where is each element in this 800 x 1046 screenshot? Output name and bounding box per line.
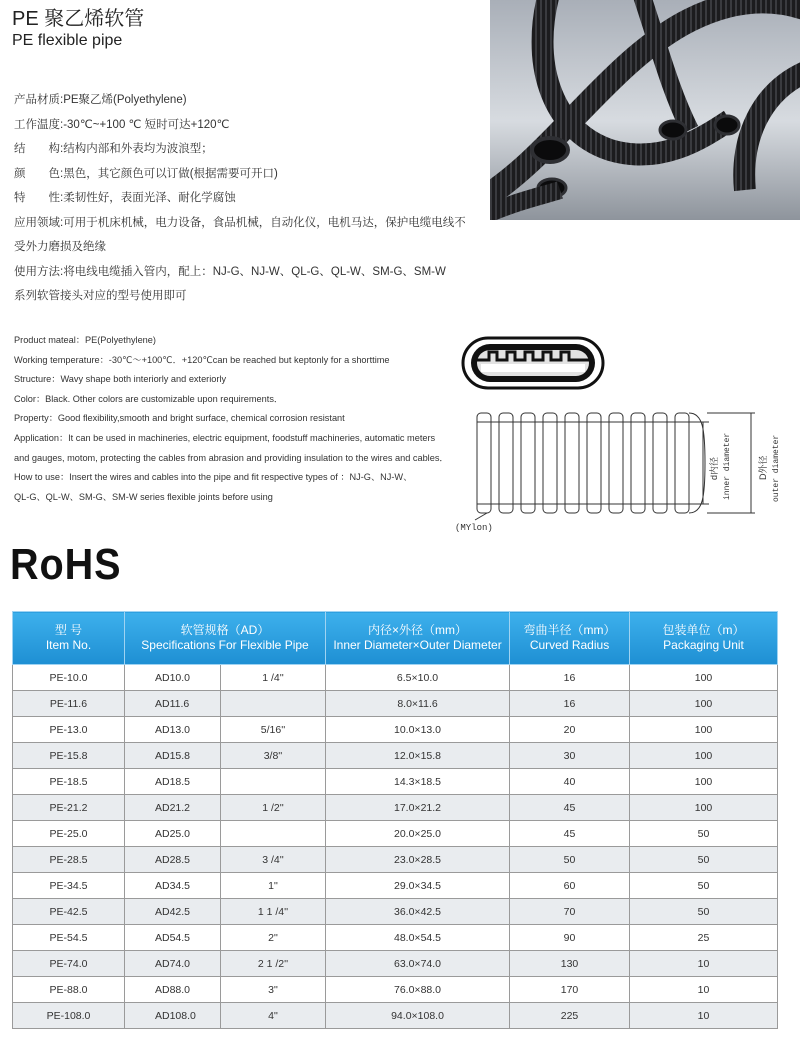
table-row: PE-10.0 AD10.0 1 /4'' 6.5×10.0 16 100 [13, 665, 778, 691]
col-header-item: 型 号 Item No. [13, 612, 125, 665]
spec-material-cn: 产品材质:PE聚乙烯(Polyethylene) [14, 94, 187, 106]
spec-property-en: Property：Good flexibility,smooth and bright surface, chemical corrosion resistant [14, 413, 345, 424]
table-row: PE-21.2 AD21.2 1 /2'' 17.0×21.2 45 100 [13, 795, 778, 821]
table-header-row [13, 612, 778, 665]
spec-application-cn: 应用领域:可用于机床机械，电力设备，食品机械，自动化仪，电机马达，保护电缆电线不 [14, 216, 466, 229]
spec-application-en: Application：It can be used in machineries, electric equipment, foodstuff machineries, automatic meters [14, 432, 436, 443]
product-photo [490, 0, 800, 220]
col-header-radius: 弯曲半径（mm） Curved Radius [510, 612, 630, 665]
spec-temperature-cn: 工作温度:-30℃~+100 ℃ 短时可达+120℃ [14, 118, 230, 131]
cross-section [463, 338, 603, 388]
rohs-label: RoHS [10, 540, 122, 589]
table-row: PE-25.0 AD25.0 20.0×25.0 45 50 [13, 821, 778, 847]
spec-usage-en: How to use：Insert the wires and cables into the pipe and fit respective types of ：NJ-G、NJ-W、 [14, 472, 413, 483]
outer-diameter-label-en: outer diameter [772, 434, 781, 502]
spec-usage-cn-cont: 系列软管接头对应的型号使用即可 [14, 290, 187, 302]
spec-temperature-en: Working temperature：-30℃～+100℃．+120℃can be reached but keptonly for a shorttime [14, 354, 390, 365]
table-row: PE-54.5 AD54.5 2'' 48.0×54.5 90 25 [13, 925, 778, 951]
spec-application-en-cont: and gauges, motom, protecting the cables from abrasion and providing insulation to the wires and cables． [14, 452, 449, 463]
page-title-en: PE flexible pipe [12, 32, 123, 49]
col-header-packaging: 包装单位（m） Packaging Unit [630, 612, 778, 665]
spec-structure-en: Structure：Wavy shape both interiorly and exteriorly [14, 374, 227, 385]
table-row: PE-18.5 AD18.5 14.3×18.5 40 100 [13, 769, 778, 795]
table-row: PE-74.0 AD74.0 2 1 /2'' 63.0×74.0 130 10 [13, 951, 778, 977]
spec-property-cn: 特 性:柔韧性好，表面光泽、耐化学腐蚀 [14, 192, 236, 204]
spec-table [12, 611, 778, 1029]
spec-color-en: Color：Black. Other colors are customizable upon requirements． [14, 393, 284, 404]
table-row: PE-88.0 AD88.0 3'' 76.0×88.0 170 10 [13, 977, 778, 1003]
material-label: (MYlon) [455, 523, 493, 533]
spec-application-cn-cont: 受外力磨损及绝缘 [14, 241, 106, 253]
specs-cn [14, 88, 484, 309]
page-title-cn: PE 聚乙烯软管 [12, 8, 145, 30]
spec-usage-cn: 使用方法:将电线电缆插入管内，配上：NJ-G、NJ-W、QL-G、QL-W、SM-G、SM-W [14, 265, 446, 278]
pipe-structure-diagram [455, 330, 800, 540]
inner-diameter-label-en: inner diameter [723, 432, 732, 500]
table-row: PE-42.5 AD42.5 1 1 /4'' 36.0×42.5 70 50 [13, 899, 778, 925]
spec-material-en: Product mateal：PE(Polyethylene) [14, 335, 156, 345]
table-row: PE-15.8 AD15.8 3/8'' 12.0×15.8 30 100 [13, 743, 778, 769]
specs-en [14, 331, 464, 507]
corrugated-pipe-side [477, 413, 705, 513]
spec-structure-cn: 结 构:结构内部和外表均为波浪型； [14, 143, 213, 155]
col-header-spec: 软管规格（AD） Specifications For Flexible Pipe [125, 612, 326, 665]
table-row: PE-108.0 AD108.0 4'' 94.0×108.0 225 10 [13, 1003, 778, 1029]
outer-diameter-label-cn: D外径 [758, 455, 768, 480]
spec-color-cn: 颜 色:黑色，其它颜色可以订做(根据需要可开口) [14, 167, 278, 180]
inner-diameter-label-cn: d内径 [709, 456, 719, 480]
table-row: PE-13.0 AD13.0 5/16'' 10.0×13.0 20 100 [13, 717, 778, 743]
table-row: PE-34.5 AD34.5 1'' 29.0×34.5 60 50 [13, 873, 778, 899]
table-row: PE-28.5 AD28.5 3 /4'' 23.0×28.5 50 50 [13, 847, 778, 873]
spec-usage-en-cont: QL-G、QL-W、SM-G、SM-W series flexible joints before using [14, 491, 273, 502]
table-row: PE-11.6 AD11.6 8.0×11.6 16 100 [13, 691, 778, 717]
col-header-diameter: 内径×外径（mm） Inner Diameter×Outer Diameter [326, 612, 510, 665]
